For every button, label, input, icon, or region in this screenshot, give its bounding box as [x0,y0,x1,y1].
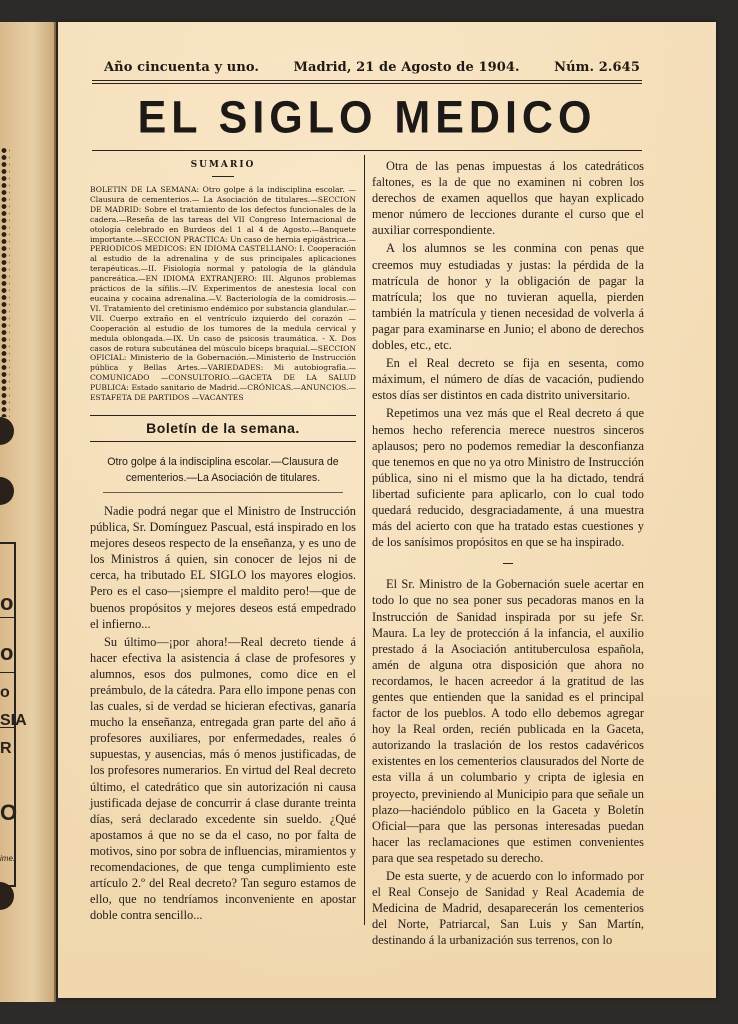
dateline: Madrid, 21 de Agosto de 1904. [293,60,520,75]
masthead-rule [92,80,642,81]
masthead-rule [92,83,642,84]
dot-border-ornament [0,147,10,417]
adjacent-page-strip [0,22,56,1002]
newspaper-page [58,22,716,998]
left-article [90,503,356,923]
title-rule [92,150,642,151]
article-paragraph: De esta suerte, y de acuerdo con lo informado por el Real Consejo de Sanidad y Real Academia de Medicina de Madrid, desaparecerán los cementerios del Norte, Patriarcal, San Luis y San Martín, destinando á la urbanización sus terrenos, con lo [372,869,644,948]
article-paragraph: Otra de las penas impuestas á los catedráticos faltones, es la de que no examinen ni cobren los derechos de examen aquellos que hayan explicado menor número de lecciones durante el curso que el auxiliar correspondiente. [372,159,644,238]
sumario-text: BOLETIN DE LA SEMANA: Otro golpe á la indisciplina escolar. —Clausura de cementerios.— La Asociación de titulares.—SECCION DE MADRID: Sobre el tratamiento de los defectos funcionales de la cadera.—Reseña de las tareas del VII Congreso Internacional de otología celebrado en Burdeos del 1 al 4 de Agosto.—Banquete importante.—SECCION PRACTICA: Un caso de hernia epigástrica.—PERIODICOS MEDICOS: EN IDIOMA CASTELLANO: I. Cooperación al estudio de la adrenalina y de sus principales aplicaciones terapéuticas.—II. Fisiología normal y patología de la glándula pancreática.—EN IDIOMA EXTRANJERO: III. Algunos problemas prácticos de la sífilis.—IV. Experimentos de anestesia local con eucaina y cocaina adrenalina.—V. Bacteriología de la comidrosis.—VI. Tratamiento del cretinismo endémico por substancia glandular.—VII. Cuerpo extraño en el ventrículo izquierdo del corazón —Cooperación al estudio de los tumores de la medula cervical y medula oblongada.—IX. Un caso de psicosis traumática. - X. Dos casos de rotura subcutánea del músculo bíceps braquial.—SECCION OFICIAL: Ministerio de la Gobernación.—Ministerio de Instrucción pública y Bellas Artes.—VARIEDADES: Mi autobiografía.—COMUNICADO —CONSULTORIO.—GACETA DE LA SALUD PUBLICA: Estado sanitario de Madrid.—CRÓNICAS.—ANUNCIOS.—ESTAFETA DE PARTIDOS —VACANTES [90,185,356,403]
masthead-info [104,60,640,75]
adjacent-page-fragment: R [0,740,12,757]
article-paragraph: Nadie podrá negar que el Ministro de Instrucción pública, Sr. Domínguez Pascual, está inspirado en los mejores deseos respecto de la enseñanza, y es uno de los Ministros á quien, sin conocer de lejos ni de cerca, ha tributado EL SIGLO los mayores elogios. Pero es el caso—¡siempre el maldito pero!—que de buenos propósitos y mejores deseos está empedrado el infierno... [90,503,356,631]
adjacent-page-fragment: o [0,590,14,615]
article-paragraph: En el Real decreto se fija en sesenta, como máximum, el número de días de vacación, pudiendo estos días ser distintos en cada distrito universitario. [372,356,644,403]
article-paragraph: Repetimos una vez más que el Real decreto á que hemos hecho referencia merece nuestros sinceros aplausos; pero no podemos remediar la desconfianza que tenemos en que no ya otro Ministro de Instrucción pública, sino ni el mismo que la ha dictado, tendrá libertad suficiente para aplicarlo, con lo cual todo quedará reducido, desgraciadamente, á una muestra más del acierto con que ha tratado estas cuestiones y de los sanísimos propósitos en que se ha inspirado. [372,406,644,550]
left-column [90,158,356,925]
adjacent-page-fragment: o [0,640,14,665]
short-rule [212,176,234,177]
issue-number: Núm. 2.645 [554,60,640,75]
adjacent-page-fragment: ime. [0,854,16,863]
circle-ornament [0,477,14,505]
adjacent-page-rule [0,617,16,618]
boletin-subheading: Otro golpe á la indisciplina escolar.—Clausura de cementerios.—La Asociación de titulares. [107,455,339,484]
article-paragraph: Su último—¡por ahora!—Real decreto tiende á hacer efectiva la asistencia á clase de profesores y alumnos, esos dos pulmones, como dice en el preámbulo, de la cátedra. Para ello impone penas con las cuales, si de verdad se hicieran efectivas, ganaría mucho la enseñanza, entregada gran parte del año á profesores auxiliares, por enfermedades, reales ó supuestas, y ausencias, más ó menos justificadas, de los profesores numerarios. En virtud del Real decreto último, el catedrático que sin autorización ni causa justificada dejase de concurrir á clase durante treinta días, será declarado excedente sin sueldo. ¿Qué apostamos á que no se da el caso, no por falta de motivos, sino por sobra de influencias, miramientos y recomendaciones, de que tenga cumplimiento este artículo 2.º del Real decreto? Tan seguro estamos de ello, que no tendríamos inconveniente en apostar doble contra sencillo... [90,634,357,923]
boletin-heading: Boletín de la semana. [146,419,300,436]
page-title: EL SIGLO MEDICO [137,92,597,144]
adjacent-page-fragment: O [0,800,18,825]
circle-ornament [0,417,14,445]
right-column [372,158,644,951]
column-divider [364,155,365,925]
adjacent-page-fragment: o [0,684,10,701]
adjacent-page-rule [0,672,16,673]
article-rule [103,492,342,493]
volume-year: Año cincuenta y uno. [104,60,260,75]
boletin-heading-box [90,415,356,442]
right-article [372,158,644,949]
article-paragraph: El Sr. Ministro de la Gobernación suele acertar en todo lo que no sea poner sus pecadoras manos en la Instrucción de Sanidad inspirada por su jefe Sr. Maura. La ley de protección á la infancia, el auxilio prestado á la Asociación antituberculosa española, amén de alguna otra disposición que ahora no recordamos, le hacen acreedor á la gratitud de las gentes que entienden que la sanidad es el principal factor de los pueblos. A todo ello debemos agregar hoy la Real orden, recién publicada en la Gaceta, autorizando la traslación de los restos cadavéricos existentes en los cementerios clausurados del Norte de esta villa á un columbario y cripta de iglesia en proyecto, previniendo al Municipio para que señale un plazo—haciéndolo público en la Gaceta y Boletín Oficial—para que las personas interesadas puedan hacer las reclamaciones que estimen convenientes para que sea respetado su derecho. [372,577,644,865]
article-paragraph: A los alumnos se les conmina con penas que creemos muy estudiadas y justas: la pérdida de la matrícula de honor y la obligación de pagar la matrícula; los que no tuvieran aquella, pierden también la matrícula y tienen necesidad de volverla á pagar para examinarse en Junio; el abono de derechos dobles, etc., etc. [372,241,644,353]
sumario-heading: SUMARIO [190,160,256,170]
section-separator [372,554,644,570]
adjacent-page-fragment: SIA [0,712,27,729]
